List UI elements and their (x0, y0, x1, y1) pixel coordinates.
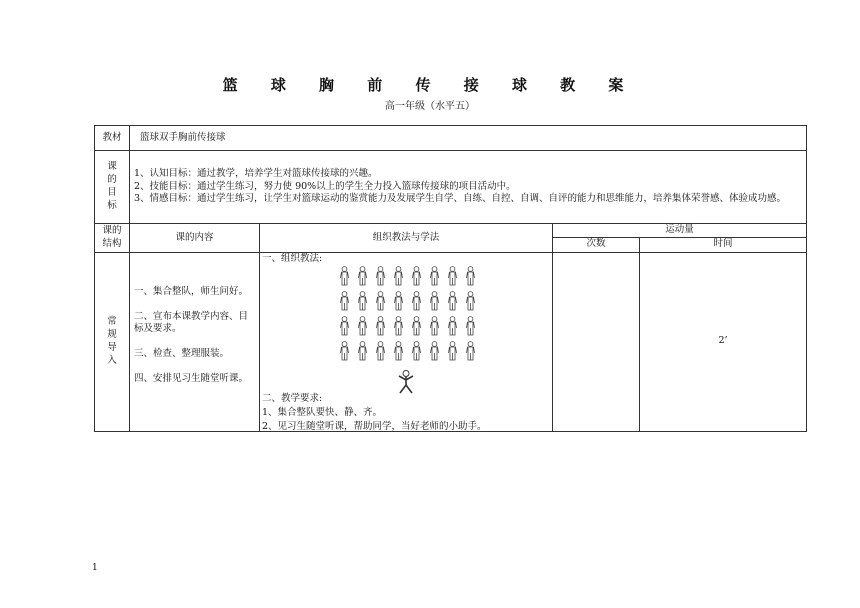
goals-text (130, 151, 807, 224)
student-icon (391, 341, 406, 361)
goal-item: 3、情感目标：通过学生练习，让学生对篮球运动的鉴赏能力及发展学生自学、自练、自控、自调、自评的能力和思维能力，培养集体荣誉感、体验成功感。 (134, 193, 787, 205)
material-row (95, 126, 807, 151)
goals-row (95, 151, 807, 224)
document-subtitle: 高一年级（水平五） (385, 101, 475, 112)
structure-header-line: 课的 (102, 225, 122, 237)
student-icon (391, 266, 406, 286)
student-icon (355, 291, 370, 311)
section-row (95, 252, 807, 431)
content-item: 一、集合整队，师生问好。 (134, 285, 249, 297)
material-value: 篮球双手胸前传接球 (130, 126, 807, 151)
count-cell (553, 252, 640, 431)
student-icon (355, 316, 370, 336)
student-icon (337, 316, 352, 336)
goals-label (95, 151, 130, 224)
student-icon (391, 316, 406, 336)
section-name (95, 252, 130, 431)
student-row (337, 316, 478, 336)
structure-header (95, 224, 130, 253)
requirements-heading: 二、教学要求: (262, 392, 323, 404)
goals-label-char: 目 (107, 187, 117, 198)
student-icon (463, 316, 478, 336)
student-icon (445, 266, 460, 286)
student-icon (391, 291, 406, 311)
student-icon (355, 341, 370, 361)
content-item: 二、宣布本课教学内容、目标及要求。 (134, 310, 249, 335)
time-header: 时间 (640, 237, 807, 252)
goals-label-char: 课 (107, 161, 117, 173)
structure-header-line: 结构 (102, 237, 122, 249)
student-icon (445, 341, 460, 361)
section-name-char: 入 (107, 354, 117, 366)
content-item: 四、安排见习生随堂听课。 (134, 373, 249, 385)
student-icon (445, 291, 460, 311)
student-icon (445, 316, 460, 336)
student-icon (373, 266, 388, 286)
section-content (130, 252, 260, 431)
student-icon (337, 266, 352, 286)
teacher-icon (397, 370, 415, 394)
student-icon (409, 341, 424, 361)
time-cell: 2’ (640, 252, 807, 431)
student-icon (409, 316, 424, 336)
load-header: 运动量 (553, 224, 807, 238)
student-row (337, 266, 478, 286)
student-icon (427, 266, 442, 286)
goals-label-char: 标 (107, 199, 117, 211)
student-row (337, 341, 478, 361)
organization-method (260, 252, 553, 431)
student-icon (337, 291, 352, 311)
material-label: 教材 (95, 126, 130, 151)
page-number: 1 (92, 563, 98, 573)
student-icon (409, 266, 424, 286)
requirement-item: 2、见习生随堂听课，帮助同学，当好老师的小助手。 (262, 420, 487, 432)
student-icon (337, 341, 352, 361)
document-title: 篮 球 胸 前 传 接 球 教 案 (222, 76, 638, 94)
student-icon (463, 266, 478, 286)
requirement-item: 1、集合整队要快、静、齐。 (262, 406, 383, 418)
goal-item: 1、认知目标：通过教学，培养学生对篮球传接球的兴趣。 (134, 167, 378, 179)
count-header: 次数 (553, 237, 640, 252)
student-icon (427, 341, 442, 361)
content-header: 课的内容 (130, 224, 260, 253)
student-formation (337, 266, 478, 366)
table-header-row (95, 224, 807, 238)
student-icon (427, 316, 442, 336)
section-name-char: 规 (107, 329, 117, 340)
student-icon (427, 291, 442, 311)
section-name-char: 导 (107, 341, 117, 353)
student-row (337, 291, 478, 311)
student-icon (409, 291, 424, 311)
student-icon (463, 341, 478, 361)
org-heading: 一、组织教法: (262, 252, 323, 264)
student-icon (373, 341, 388, 361)
section-name-char: 常 (107, 316, 117, 328)
student-icon (373, 316, 388, 336)
student-icon (373, 291, 388, 311)
goals-label-char: 的 (107, 174, 117, 186)
method-header: 组织教法与学法 (260, 224, 553, 253)
lesson-plan-table (94, 125, 807, 432)
student-icon (463, 291, 478, 311)
student-icon (355, 266, 370, 286)
goal-item: 2、技能目标：通过学生练习，努力使 90%以上的学生全力投入篮球传接球的项目活动中。 (134, 180, 516, 192)
content-item: 三、检查、整理服装。 (134, 348, 230, 360)
